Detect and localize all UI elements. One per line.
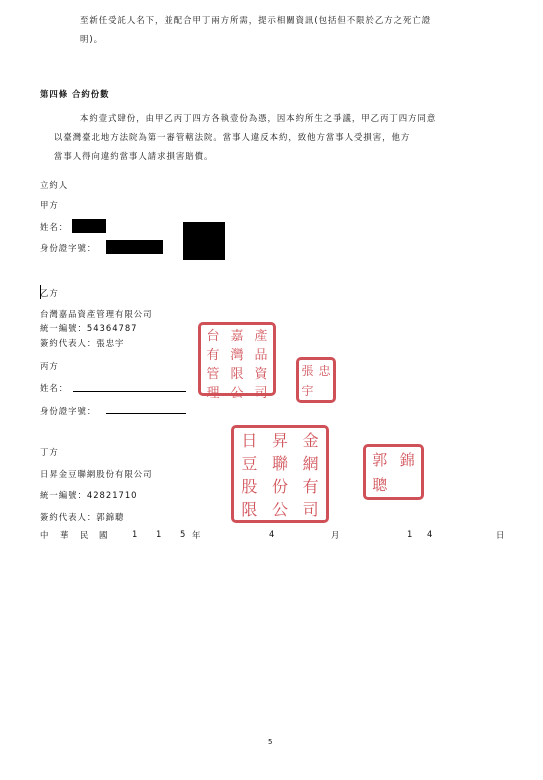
article-4-line-1: 本約壹式肆份，由甲乙丙丁四方各執壹份為憑，因本約所生之爭議，甲乙丙丁四方同意 (80, 113, 437, 123)
party-c-name-label: 姓名： (40, 383, 69, 393)
article-4-line-2: 以臺灣臺北地方法院為第一審管轄法院。當事人違反本約，致他方當事人受損害，他方 (54, 132, 411, 142)
party-a-name-label: 姓名： (40, 222, 69, 232)
signing-date (40, 529, 505, 543)
company-seal-party-b: 台 嘉 產 有 灣 品 管 限 資 理 公 司 (198, 322, 276, 396)
page-number: 5 (268, 738, 273, 746)
company-seal-party-d: 日 昇 金 豆 聯 網 股 份 有 限 公 司 (231, 425, 329, 523)
party-c-id-line (106, 413, 186, 414)
party-b-tax-id: 統一編號：54364787 (40, 323, 138, 333)
party-d-label: 丁方 (40, 447, 59, 457)
party-a-id-label: 身份證字號： (40, 243, 97, 253)
party-c-label: 丙方 (40, 361, 59, 371)
party-a-id-redaction (106, 240, 163, 254)
article-4-line-3: 當事人得向違約當事人請求損害賠償。 (54, 151, 214, 161)
party-b-representative: 簽約代表人：張忠宇 (40, 338, 125, 348)
date-char-2: 華 (60, 530, 69, 540)
party-a-label: 甲方 (40, 200, 59, 210)
signatories-heading: 立約人 (40, 180, 69, 190)
party-d-tax-id: 統一編號：42821710 (40, 490, 138, 500)
party-b-company: 台灣嘉品資產管理有限公司 (40, 309, 153, 319)
representative-seal-party-b: 張 忠 宇 (296, 357, 336, 403)
party-c-id-label: 身份證字號： (40, 406, 97, 416)
date-day-unit: 日 (496, 530, 505, 540)
party-d-representative: 簽約代表人：郭錦聰 (40, 512, 125, 522)
article-4-title: 第四條 合約份數 (40, 89, 110, 99)
intro-line-1: 至新任受託人名下，並配合甲丁兩方所需，提示相關資訊(包括但不限於乙方之死亡證 (80, 15, 432, 25)
intro-line-2: 明)。 (80, 34, 104, 44)
party-a-seal-redaction (183, 222, 225, 260)
party-b-label: 乙方 (40, 288, 59, 298)
party-a-name-redaction (72, 219, 106, 233)
date-char-3: 民 (80, 530, 89, 540)
date-year: 1 1 5 (132, 529, 194, 539)
party-c-name-line (73, 391, 186, 392)
representative-seal-party-d: 郭 錦 聰 (363, 444, 424, 500)
date-char-1: 中 (40, 530, 49, 540)
date-day: 1 4 (407, 529, 439, 539)
date-year-unit: 年 (192, 530, 201, 540)
date-char-4: 國 (99, 530, 108, 540)
date-month: 4 (269, 529, 275, 539)
party-d-company: 日昇金豆聯網股份有限公司 (40, 469, 153, 479)
date-month-unit: 月 (331, 530, 340, 540)
